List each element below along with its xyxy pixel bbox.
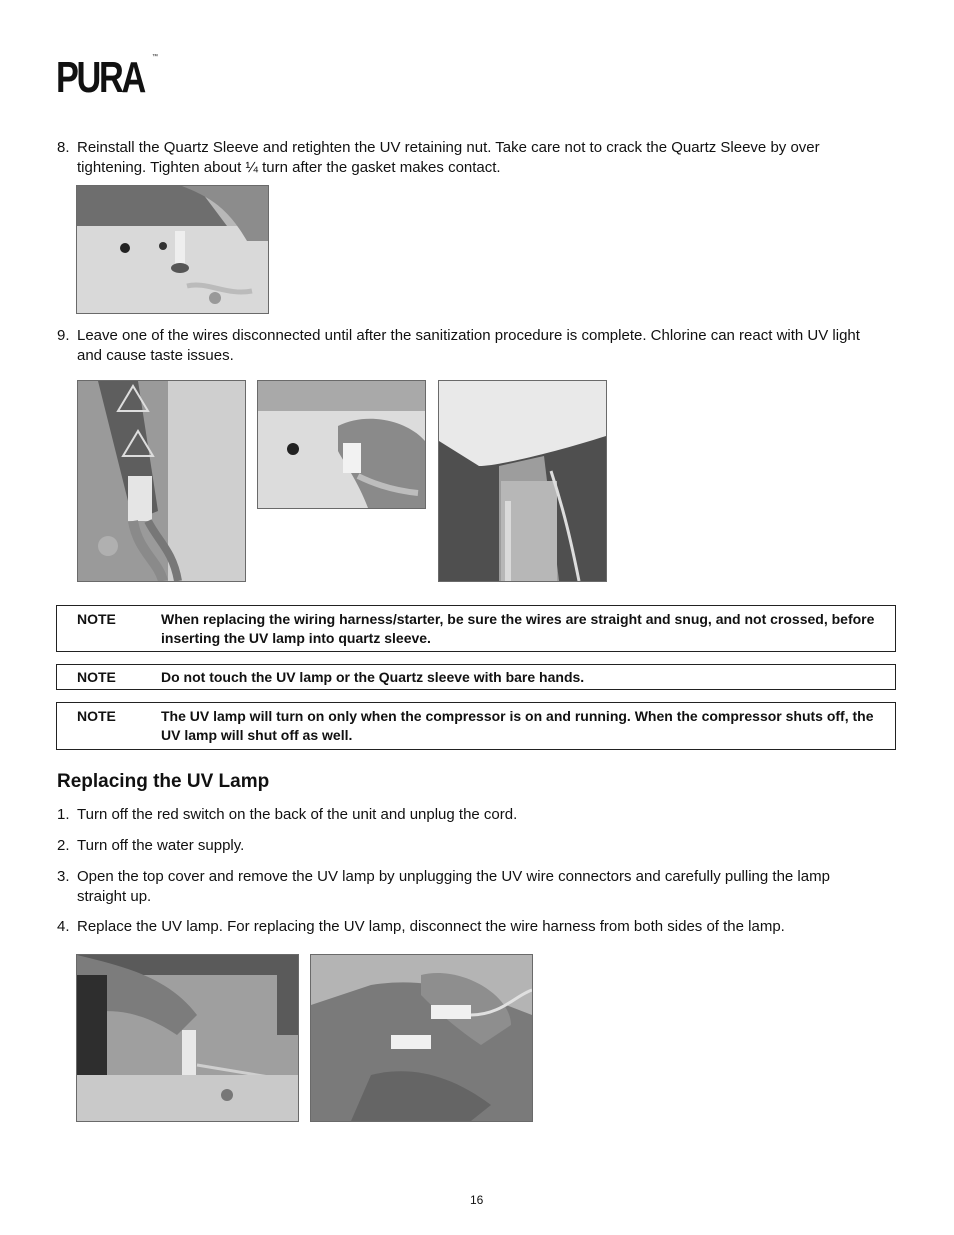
pura-logo xyxy=(56,53,160,102)
note-text: The UV lamp will turn on only when the compressor is on and running. When the compressor shuts off, the UV lamp will shut off as well. xyxy=(161,708,874,743)
note-text: When replacing the wiring harness/starter, be sure the wires are straight and snug, and not crossed, before inserting the UV lamp into quartz sleeve. xyxy=(161,611,875,646)
note-text: Do not touch the UV lamp or the Quartz sleeve with bare hands. xyxy=(161,669,585,685)
photo-remove-lamp-drawing xyxy=(77,955,298,1121)
step-text: Turn off the water supply. xyxy=(77,837,245,854)
photo-uv-lamp-closeup-drawing xyxy=(439,381,606,581)
step-text: Turn off the red switch on the back of the unit and unplug the cord. xyxy=(77,806,518,823)
step-number: 2. xyxy=(57,837,70,854)
page-number: 16 xyxy=(470,1193,484,1207)
note-wiring-harness xyxy=(56,605,896,652)
photo-quartz-sleeve-drawing xyxy=(77,186,268,313)
step-8 xyxy=(57,138,877,178)
photo-remove-lamp xyxy=(76,954,299,1122)
note-label: NOTE xyxy=(77,669,116,685)
replace-step-1 xyxy=(57,805,882,825)
photo-uv-lamp-closeup xyxy=(438,380,607,582)
note-compressor xyxy=(56,702,896,750)
replace-step-4 xyxy=(57,917,882,937)
step-9 xyxy=(57,326,882,366)
photo-disconnect-harness-drawing xyxy=(311,955,532,1121)
photo-disconnect-harness xyxy=(310,954,533,1122)
replace-step-3 xyxy=(57,867,882,907)
section-heading: Replacing the UV Lamp xyxy=(57,771,270,792)
step-text: Leave one of the wires disconnected until after the sanitization procedure is complete. Chlorine can react with UV light and cause taste issues. xyxy=(77,327,860,364)
photo-quartz-sleeve xyxy=(76,185,269,314)
step-number: 8. xyxy=(57,139,70,156)
step-number: 9. xyxy=(57,327,70,344)
logo-wordmark: PURA xyxy=(56,53,144,102)
note-bare-hands xyxy=(56,664,896,690)
photo-uv-lamp-wires xyxy=(77,380,246,582)
trademark-symbol: ™ xyxy=(152,54,158,60)
step-text: Replace the UV lamp. For replacing the UV lamp, disconnect the wire harness from both sides of the lamp. xyxy=(77,918,785,935)
photo-hand-wire-connector-drawing xyxy=(258,381,425,508)
step-number: 4. xyxy=(57,918,70,935)
note-label: NOTE xyxy=(77,611,116,627)
photo-uv-lamp-wires-drawing xyxy=(78,381,245,581)
note-label: NOTE xyxy=(77,708,116,724)
replace-step-2 xyxy=(57,836,882,856)
photo-hand-wire-connector xyxy=(257,380,426,509)
step-text: Reinstall the Quartz Sleeve and retighten the UV retaining nut. Take care not to crack the Quartz Sleeve by over tightening. Tighten about ¼ turn after the gasket makes contact. xyxy=(77,139,820,176)
step-number: 1. xyxy=(57,806,70,823)
step-text: Open the top cover and remove the UV lamp by unplugging the UV wire connectors and carefully pulling the lamp straight up. xyxy=(77,868,830,905)
step-number: 3. xyxy=(57,868,70,885)
